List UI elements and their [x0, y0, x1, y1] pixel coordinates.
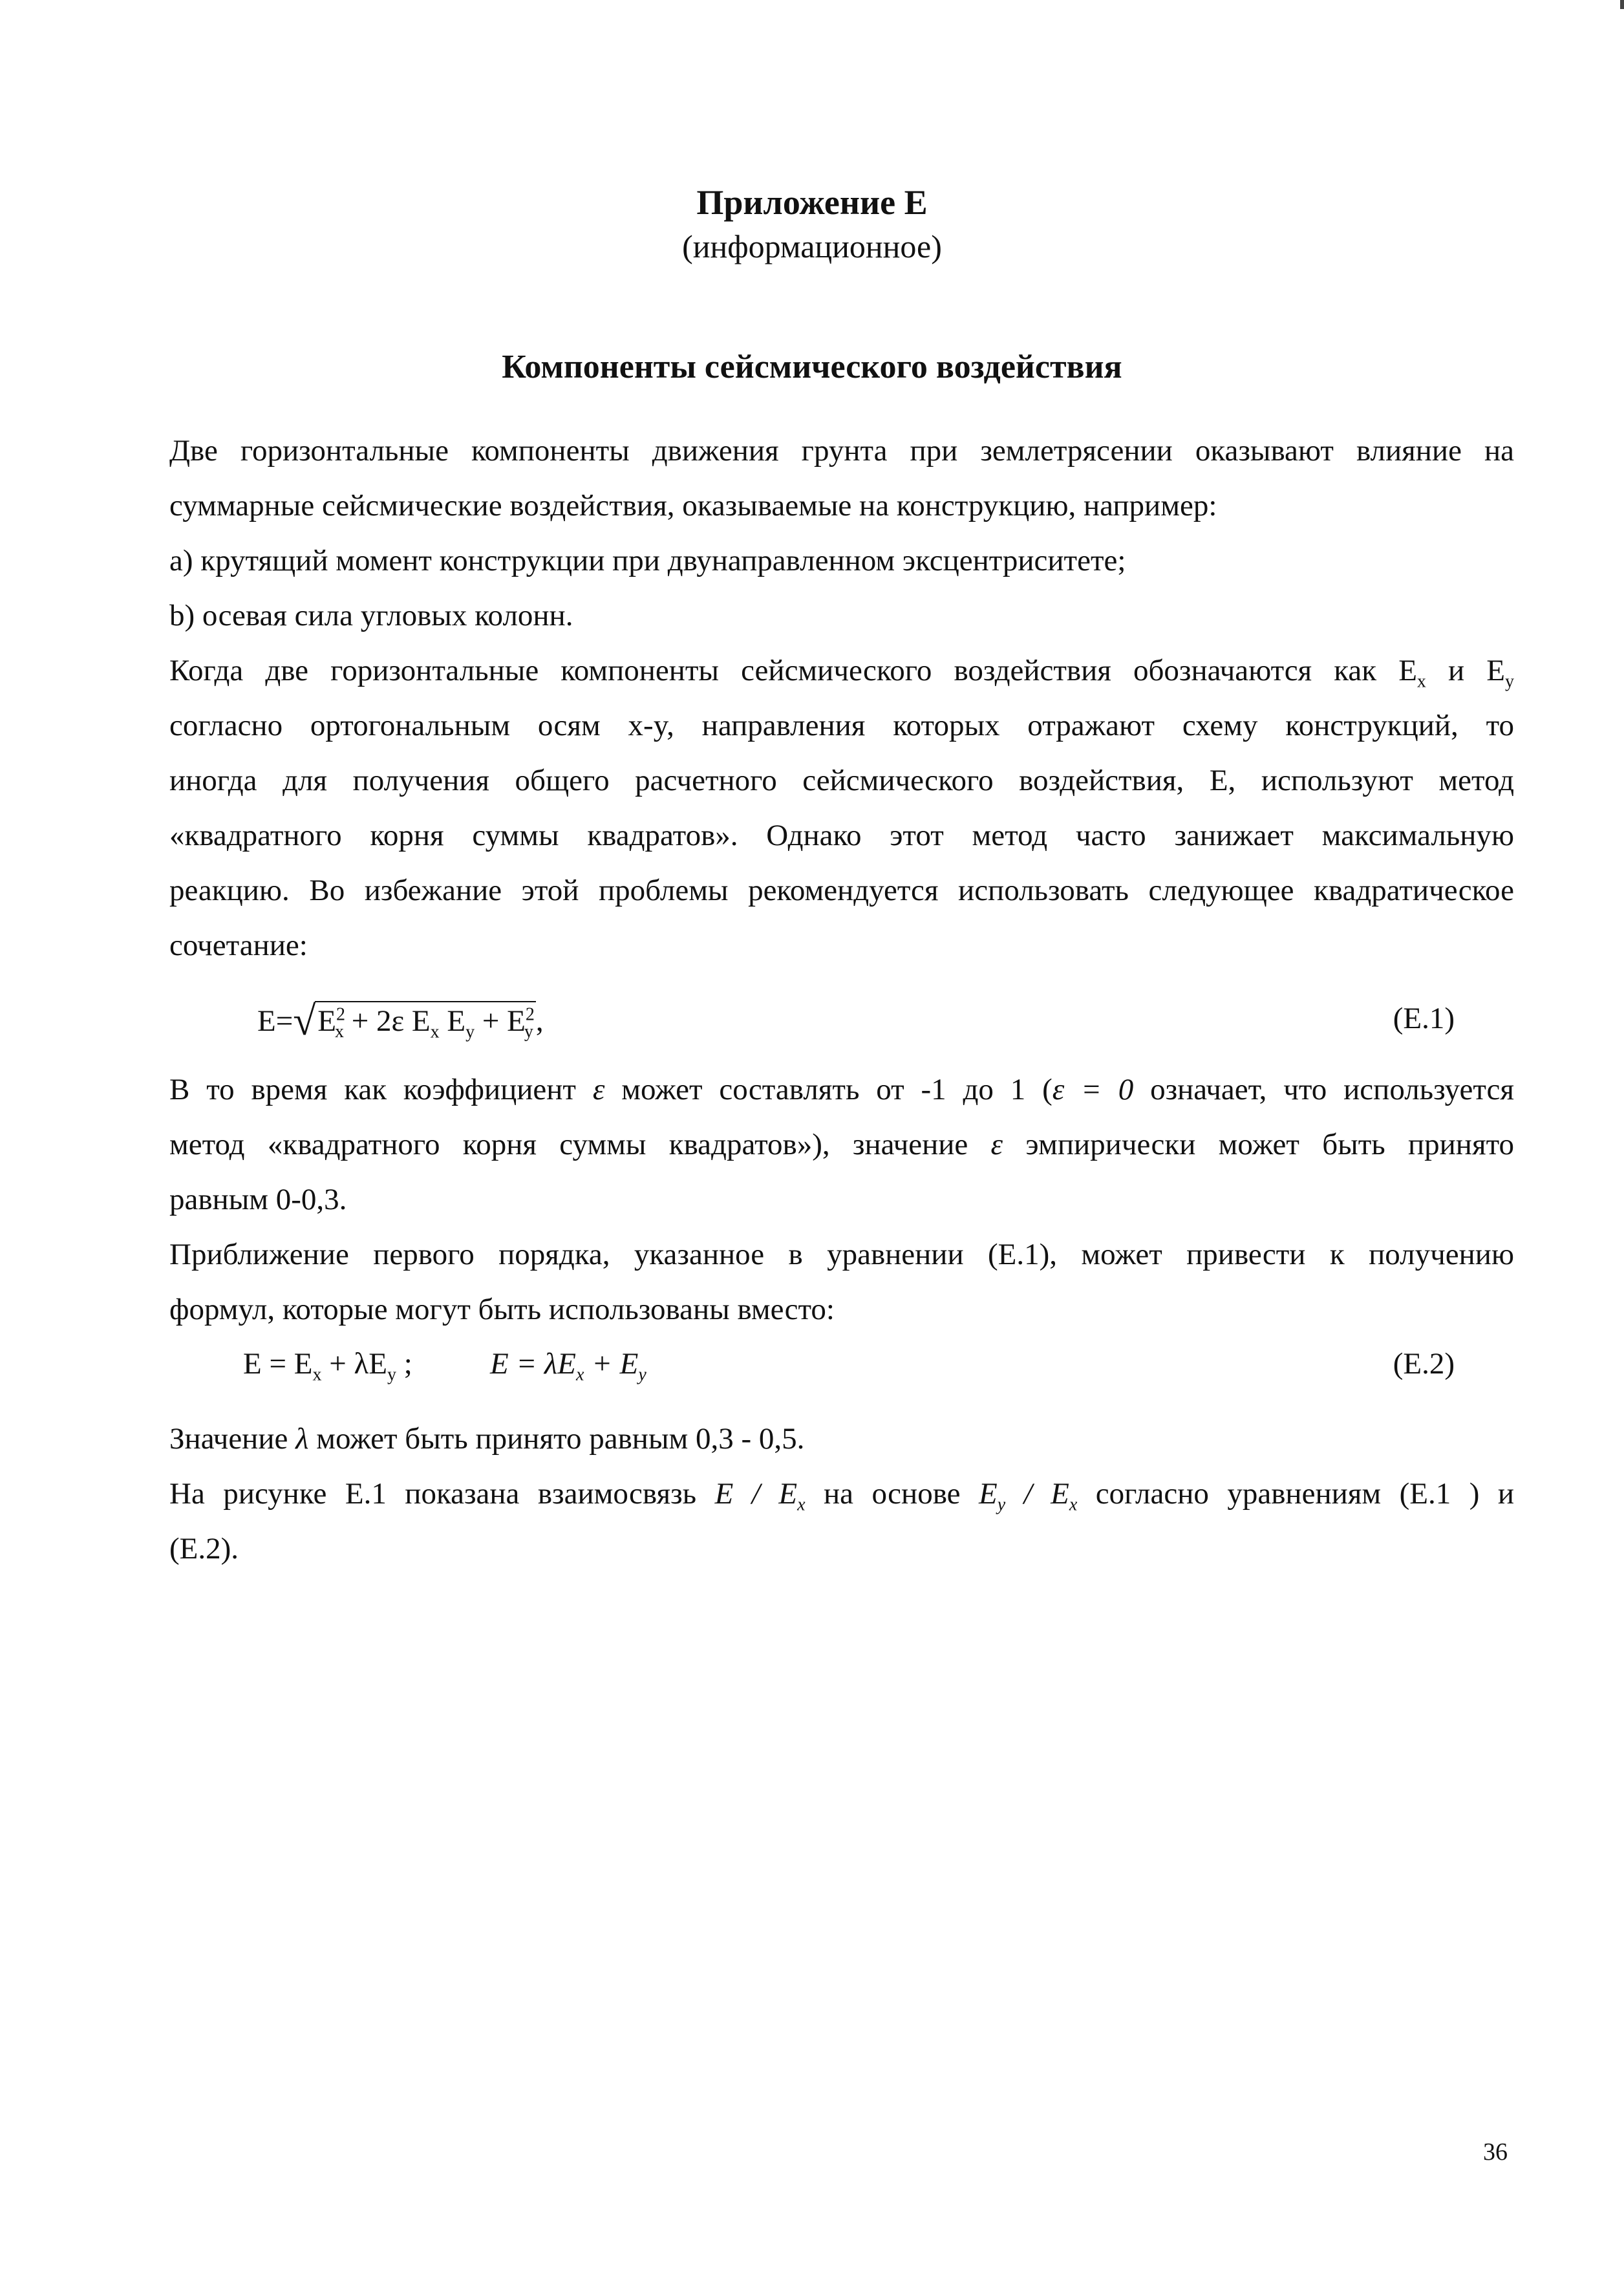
equation-lhs: E=	[257, 1004, 294, 1038]
epsilon-symbol: ε	[592, 1073, 605, 1106]
paragraph-line: сочетание:	[169, 929, 308, 962]
text-run: метод «квадратного корня суммы квадратов»), значение	[169, 1128, 991, 1161]
equation-e1	[257, 998, 544, 1044]
section-heading: Компоненты сейсмического воздействия	[502, 349, 1122, 385]
text-run: Когда две горизонтальные компоненты сейсмического воздействия обозначаются как E	[169, 654, 1417, 687]
paragraph-line: «квадратного корня суммы квадратов». Однако этот метод часто занижает максимальную	[169, 819, 1514, 852]
square-root	[293, 998, 536, 1044]
text-run: На рисунке E.1 показана взаимосвязь	[169, 1477, 715, 1511]
list-item-b: b) осевая сила угловых колонн.	[169, 599, 573, 632]
equation-e2-right: $E = \lambda E_x + E_y$	[490, 1347, 646, 1385]
paragraph-line: Две горизонтальные компоненты движения грунта при землетрясении оказывают влияние на	[169, 434, 1514, 468]
paragraph-line	[169, 1062, 1514, 1117]
epsilon-symbol: ε	[990, 1128, 1003, 1161]
epsilon-expression: ε = 0	[1052, 1073, 1134, 1106]
equation-tail: ,	[535, 1004, 544, 1038]
paragraph-line: Приближение первого порядка, указанное в уравнении (E.1), может привести к получению	[169, 1238, 1514, 1271]
appendix-subtitle: (информационное)	[682, 228, 942, 264]
paragraph-lambda	[169, 1412, 1514, 1577]
list-item-a: а) крутящий момент конструкции при двунаправленном эксцентриситете;	[169, 544, 1126, 577]
text-run: эмпирически может быть принято	[1003, 1128, 1514, 1161]
text-run: на основе	[805, 1477, 979, 1511]
subscript: y	[1505, 671, 1514, 692]
paragraph-intro	[169, 424, 1514, 973]
equation-e2-left: $E = E_x + \lambda E_y$ ;	[243, 1347, 412, 1385]
paragraph-line: (E.2).	[169, 1532, 239, 1566]
text-run: и E	[1426, 654, 1505, 687]
paragraph-line	[169, 1117, 1514, 1172]
paragraph-line	[169, 643, 1514, 698]
paragraph-line: формул, которые могут быть использованы вместо:	[169, 1293, 835, 1326]
paragraph-line: согласно ортогональным осям x-y, направления которых отражают схему конструкций, то	[169, 709, 1514, 742]
ratio-ey-over-ex: $E_y / E_x$	[978, 1477, 1078, 1515]
paragraph-line	[169, 1467, 1514, 1522]
equation-number: (E.2)	[1393, 1347, 1455, 1381]
equation-number: (E.1)	[1393, 1002, 1455, 1035]
appendix-title: Приложение E	[696, 183, 928, 222]
paragraph-line: равным 0-0,3.	[169, 1183, 347, 1216]
scan-edge-mark	[1620, 0, 1624, 9]
radicand: $E^2_x + 2\varepsilon$ $E_x$ $E_y + E^2_y$	[315, 1001, 536, 1042]
text-run: может составлять от -1 до 1 (	[604, 1073, 1052, 1106]
text-run: согласно уравнениям (E.1 ) и	[1077, 1477, 1514, 1511]
text-run: может быть принято равным 0,3 - 0,5.	[308, 1422, 805, 1456]
radical-sign-icon: √	[293, 998, 316, 1044]
page-number: 36	[1483, 2138, 1508, 2166]
paragraph-line: суммарные сейсмические воздействия, оказываемые на конструкцию, например:	[169, 489, 1217, 522]
lambda-symbol: λ	[295, 1422, 309, 1456]
paragraph-line: иногда для получения общего расчетного сейсмического воздействия, E, используют метод	[169, 764, 1514, 797]
paragraph-line	[169, 1412, 1514, 1467]
text-run: Значение	[169, 1422, 296, 1456]
paragraph-coefficient	[169, 1062, 1514, 1337]
text-run: В то время как коэффициент	[169, 1073, 593, 1106]
text-run: означает, что используется	[1133, 1073, 1515, 1106]
paragraph-line: реакцию. Во избежание этой проблемы рекомендуется использовать следующее квадратическое	[169, 874, 1514, 907]
subscript: x	[1416, 671, 1426, 692]
ratio-e-over-ex: E / $E_x$	[714, 1477, 806, 1515]
